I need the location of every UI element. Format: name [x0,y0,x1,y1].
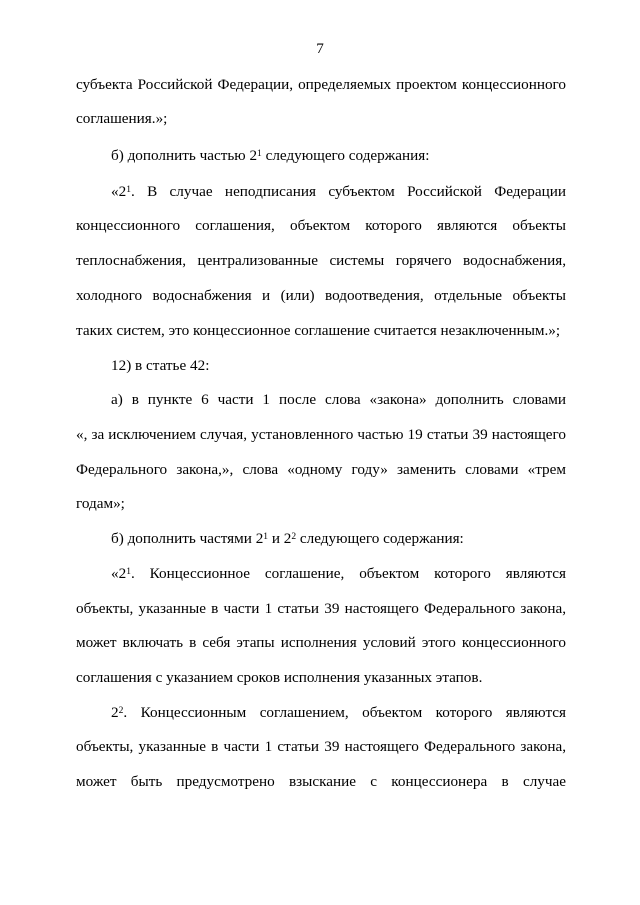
text-line: объекты, указанные в части 1 статьи 39 настоящего Федерального закона, [76,600,566,617]
text-line: 12) в статье 42: [111,357,210,374]
text-line: может включать в себя этапы исполнения условий этого концессионного [76,634,566,651]
text-line: годам»; [76,495,125,512]
text-line: объекты, указанные в части 1 статьи 39 настоящего Федерального закона, [76,738,566,755]
text-line: Федерального закона,», слова «одному году» заменить словами «трем [76,461,566,478]
text-line: «, за исключением случая, установленного частью 19 статьи 39 настоящего [76,426,566,443]
text-line: может быть предусмотрено взыскание с концессионера в случае [76,773,566,790]
text-line: а) в пункте 6 части 1 после слова «закона» дополнить словами [111,391,566,408]
text-line: концессионного соглашения, объектом которого являются объекты [76,217,566,234]
text-line: «$2^1$. Концессионное соглашение, объектом которого являются [111,565,566,582]
page-number: 7 [316,40,324,57]
text-line: таких систем, это концессионное соглашение считается незаключенным.»; [76,322,561,339]
text-line: холодного водоснабжения и (или) водоотведения, отдельные объекты [76,287,566,304]
text-line: соглашения.»; [76,110,168,127]
text-line: теплоснабжения, централизованные системы горячего водоснабжения, [76,252,566,269]
text-line: субъекта Российской Федерации, определяемых проектом концессионного [76,76,566,93]
text-line: $2^2$. Концессионным соглашением, объектом которого являются [111,704,566,721]
text-line: «$2^1$. В случае неподписания субъектом Российской Федерации [111,183,566,200]
text-line: б) дополнить частями $2^1$ и $2^2$ следующего содержания: [111,530,464,547]
text-line: б) дополнить частью $2^1$ следующего содержания: [111,147,430,164]
text-line: соглашения с указанием сроков исполнения указанных этапов. [76,669,483,686]
